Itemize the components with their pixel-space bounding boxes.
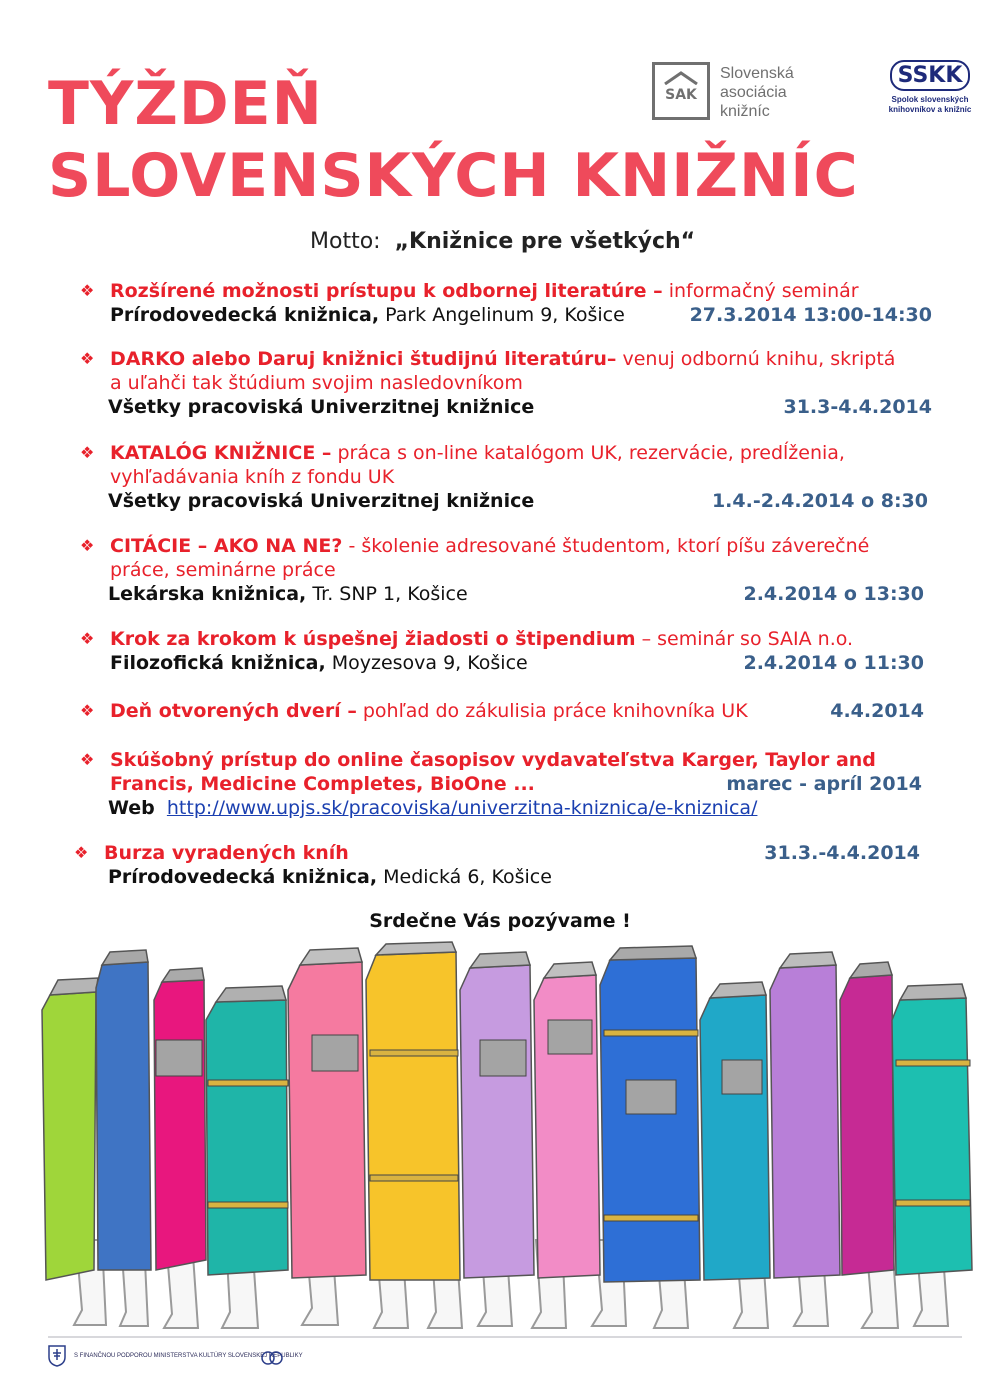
event-title-2: Francis, Medicine Completes, BioOne ...	[110, 773, 535, 795]
event-place-name: Prírodovedecká knižnica,	[108, 866, 378, 888]
event-title: Skúšobný prístup do online časopisov vydavateľstva Karger, Taylor and	[110, 749, 876, 771]
sak-logo-icon	[652, 62, 820, 126]
title-line-2: SLOVENSKÝCH KNIŽNÍC	[48, 141, 859, 211]
event-place	[110, 651, 528, 675]
diamond-bullet-icon: ❖	[80, 281, 95, 300]
invitation-text: Srdečne Vás pozývame !	[369, 910, 631, 932]
web-link[interactable]: http://www.upjs.sk/pracoviska/univerzitna-kniznica/e-kniznica/	[166, 797, 758, 819]
event-place-name: Filozofická knižnica,	[110, 652, 326, 674]
event-title: Burza vyradených kníh	[104, 842, 349, 864]
diamond-bullet-icon: ❖	[80, 443, 95, 462]
event-date: 1.4.-2.4.2014 o 8:30	[711, 490, 928, 512]
event-title-line	[110, 627, 853, 651]
event-desc: pohľad do zákulisia práce knihovníka UK	[362, 700, 748, 722]
event-place-name: Lekárska knižnica,	[108, 583, 307, 605]
diamond-bullet-icon: ❖	[80, 629, 95, 648]
diamond-bullet-icon: ❖	[80, 701, 95, 720]
diamond-bullet-icon: ❖	[80, 349, 95, 368]
sskk-caption	[888, 95, 972, 115]
sskk-mark1: SS	[897, 63, 929, 88]
sak-line1: Slovenská	[720, 65, 794, 82]
event-title-line	[110, 441, 845, 465]
title-line-1: TÝŽDEŇ	[48, 69, 323, 139]
diamond-bullet-icon: ❖	[74, 843, 89, 862]
roof-icon	[663, 71, 699, 85]
event-date: 4.4.2014	[830, 700, 924, 722]
event-desc: - školenie adresované študentom, ktorí píšu záverečné	[348, 535, 870, 557]
diamond-bullet-icon: ❖	[80, 750, 95, 769]
ministry-logo-icon	[260, 1347, 284, 1369]
event-place-name: Všetky pracoviská Univerzitnej knižnice	[108, 490, 535, 512]
web-label: Web	[108, 797, 155, 819]
sskk-logo-icon	[888, 60, 972, 130]
event-date: 27.3.2014 13:00-14:30	[689, 304, 932, 326]
sak-abbr: SAK	[665, 87, 697, 103]
event-desc-2: práce, seminárne práce	[110, 559, 336, 581]
event-desc: práca s on-line katalógom UK, rezervácie, predĺženia,	[337, 442, 845, 464]
sskk-mark2: KK	[928, 63, 963, 88]
event-date: 2.4.2014 o 13:30	[743, 583, 924, 605]
event-web	[108, 796, 757, 820]
footer	[48, 1345, 303, 1373]
event-desc-2: vyhľadávania kníh z fondu UK	[110, 466, 395, 488]
event-place-address: Tr. SNP 1, Košice	[312, 583, 468, 605]
event-desc: informačný seminár	[668, 280, 859, 302]
event-date: 31.3.-4.4.2014	[764, 842, 920, 864]
event-place-address: Park Angelinum 9, Košice	[385, 304, 625, 326]
event-title: CITÁCIE – AKO NA NE?	[110, 535, 343, 557]
event-place	[108, 582, 468, 606]
diamond-bullet-icon: ❖	[80, 536, 95, 555]
event-title: KATALÓG KNIŽNICE –	[110, 442, 332, 464]
event-desc-2: a uľahči tak štúdium svojim nasledovníkom	[110, 372, 523, 394]
event-date: marec - apríl 2014	[726, 773, 922, 795]
event-title: Krok za krokom k úspešnej žiadosti o štipendium	[110, 628, 636, 650]
footer-text: S FINANČNOU PODPOROU MINISTERSTVA KULTÚRY SLOVENSKEJ REPUBLIKY	[74, 1353, 303, 1359]
event-place	[108, 865, 552, 889]
sskk-mark	[890, 60, 971, 91]
event-title: Rozšírené možnosti prístupu k odbornej literatúre –	[110, 280, 663, 302]
event-date: 2.4.2014 o 11:30	[743, 652, 924, 674]
motto-text: „Knižnice pre všetkých“	[394, 229, 696, 254]
event-date: 31.3-4.4.2014	[783, 396, 932, 418]
event-place-name: Všetky pracoviská Univerzitnej knižnice	[108, 396, 535, 418]
sskk-caption2: knihovníkov a knižníc	[888, 105, 972, 115]
event-title-line	[110, 279, 859, 303]
event-place	[110, 303, 625, 327]
event-title-line	[110, 534, 869, 558]
event-place-address: Moyzesova 9, Košice	[331, 652, 528, 674]
event-title: DARKO alebo Daruj knižnici študijnú literatúru–	[110, 348, 617, 370]
books-illustration	[36, 940, 976, 1335]
sak-logo-box	[652, 62, 710, 120]
event-place-name: Prírodovedecká knižnica,	[110, 304, 380, 326]
event-desc: venuj odbornú knihu, skriptá	[622, 348, 896, 370]
motto-label: Motto:	[310, 229, 381, 254]
footer-divider	[48, 1336, 962, 1338]
sskk-caption1: Spolok slovenských	[891, 95, 969, 105]
sak-line2: asociácia	[720, 84, 787, 101]
event-place-address: Medická 6, Košice	[383, 866, 552, 888]
motto	[310, 229, 695, 254]
event-title-line	[110, 699, 748, 723]
event-desc: – seminár so SAIA n.o.	[641, 628, 854, 650]
sak-logo-text	[720, 64, 794, 121]
event-title-line	[110, 347, 895, 371]
state-emblem-icon	[48, 1345, 66, 1367]
event-title: Deň otvorených dverí –	[110, 700, 357, 722]
sak-line3: knižníc	[720, 103, 770, 120]
